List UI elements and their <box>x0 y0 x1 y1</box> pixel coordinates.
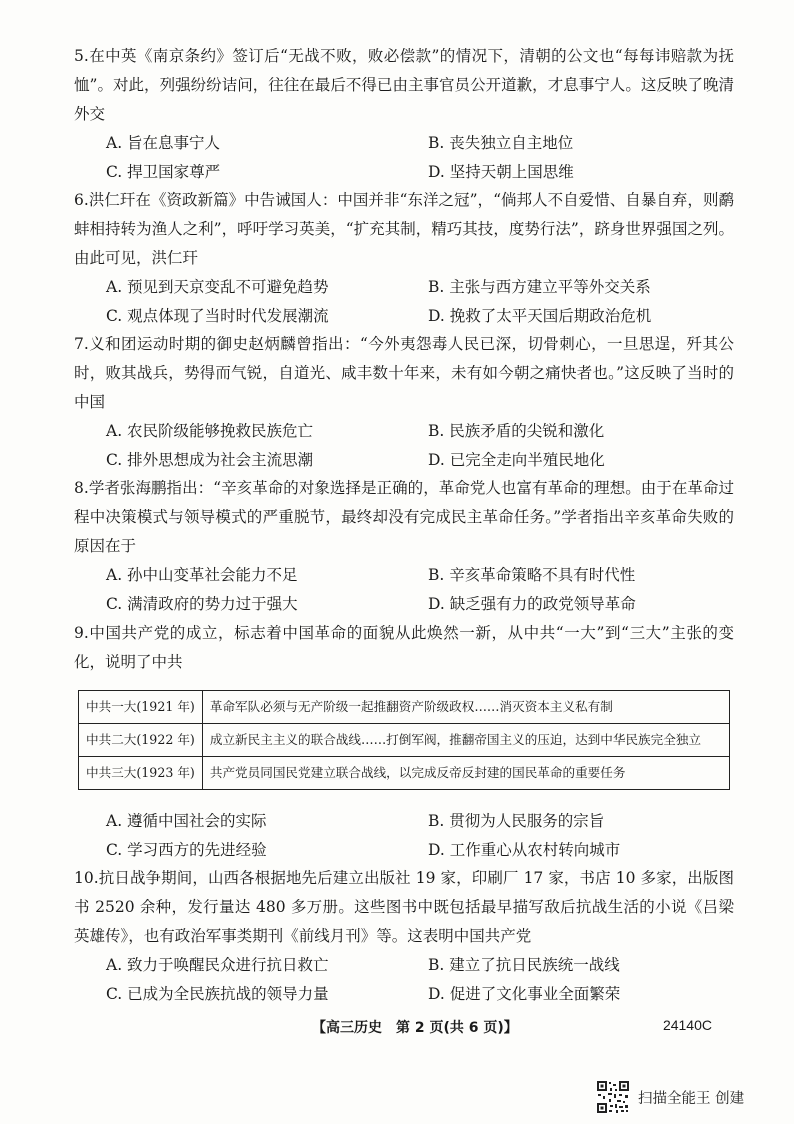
question-stem: 5.在中英《南京条约》签订后“无战不败，败必偿款”的情况下，清朝的公文也“每每讳赔款为抚恤”。对此，列强纷纷诘问，往往在最后不得已由主事官员公开道歉，才息事宁人。这反映了晚清外交 <box>74 47 734 123</box>
question-9 <box>74 619 734 677</box>
option-list <box>74 951 734 1008</box>
option-a[interactable]: A. 遵循中国社会的实际 <box>106 812 267 830</box>
content-cell: 革命军队必须与无产阶级一起推翻资产阶级政权……消灭资本主义私有制 <box>202 691 729 724</box>
option-b[interactable]: B. 主张与西方建立平等外交关系 <box>428 278 651 296</box>
question-7 <box>74 330 734 474</box>
question-10 <box>74 864 734 1008</box>
question-5 <box>74 42 734 186</box>
question-stem: 7.义和团运动时期的御史赵炳麟曾指出：“今外夷怨毒人民已深，切骨刺心，一旦思逞，歼其公时，败其战兵，势得而气锐，自道光、咸丰数十年来，未有如今朝之痛快者也。”这反映了当时的中国 <box>74 335 734 411</box>
question-6 <box>74 186 734 330</box>
page-footer <box>0 1017 794 1047</box>
option-d[interactable]: D. 坚持天朝上国思维 <box>428 162 574 181</box>
option-list <box>74 129 734 186</box>
question-9-options <box>74 807 734 864</box>
qr-code-icon <box>596 1080 630 1114</box>
option-c[interactable]: C. 捍卫国家尊严 <box>106 162 221 181</box>
option-d[interactable]: D. 挽救了太平天国后期政治危机 <box>428 306 652 325</box>
option-d[interactable]: D. 缺乏强有力的政党领导革命 <box>428 594 636 613</box>
meeting-cell: 中共一大(1921 年) <box>79 691 203 724</box>
question-stem: 6.洪仁玕在《资政新篇》中告诫国人：中国并非“东洋之冠”，“倘邦人不自爱惜、自暴自弃，则鹬蚌相持转为渔人之利”，呼吁学习英美，“扩充其制，精巧其技，度势行法”，跻身世界强国之列。由此可见，洪仁玕 <box>74 191 734 267</box>
option-a[interactable]: A. 旨在息事宁人 <box>106 134 221 152</box>
content-cell: 共产党员同国民党建立联合战线，以完成反帝反封建的国民革命的重要任务 <box>202 757 729 790</box>
question-stem: 8.学者张海鹏指出：“辛亥革命的对象选择是正确的，革命党人也富有革命的理想。由于在革命过程中决策模式与领导模式的严重脱节，最终却没有完成民主革命任务。”学者指出辛亥革命失败的原因在于 <box>74 479 734 555</box>
table-row <box>79 724 730 757</box>
meeting-cell: 中共三大(1923 年) <box>79 757 203 790</box>
option-d[interactable]: D. 已完全走向半殖民地化 <box>428 450 605 469</box>
option-d[interactable]: D. 促进了文化事业全面繁荣 <box>428 984 621 1003</box>
option-c[interactable]: C. 学习西方的先进经验 <box>106 840 267 859</box>
question-stem: 9.中国共产党的成立，标志着中国革命的面貌从此焕然一新，从中共“一大”到“三大”主张的变化，说明了中共 <box>74 624 734 671</box>
option-a[interactable]: A. 孙中山变革社会能力不足 <box>106 566 298 584</box>
cpc-congress-table <box>78 690 730 790</box>
meeting-cell: 中共二大(1922 年) <box>79 724 203 757</box>
option-list <box>74 807 734 864</box>
exam-code: 24140C <box>662 1017 712 1033</box>
content-cell: 成立新民主主义的联合战线……打倒军阀，推翻帝国主义的压迫，达到中华民族完全独立 <box>202 724 729 757</box>
option-a[interactable]: A. 预见到天京变乱不可避免趋势 <box>106 278 329 296</box>
option-list <box>74 561 734 618</box>
option-b[interactable]: B. 辛亥革命策略不具有时代性 <box>428 566 636 584</box>
option-a[interactable]: A. 农民阶级能够挽救民族危亡 <box>106 422 314 440</box>
option-c[interactable]: C. 满清政府的势力过于强大 <box>106 594 298 613</box>
option-d[interactable]: D. 工作重心从农村转向城市 <box>428 840 621 859</box>
option-b[interactable]: B. 贯彻为人民服务的宗旨 <box>428 812 605 830</box>
option-b[interactable]: B. 民族矛盾的尖锐和激化 <box>428 422 605 440</box>
option-c[interactable]: C. 观点体现了当时时代发展潮流 <box>106 306 329 325</box>
option-list <box>74 417 734 474</box>
option-b[interactable]: B. 建立了抗日民族统一战线 <box>428 956 620 974</box>
page-number-label: 【高三历史 第 2 页(共 6 页)】 <box>312 1020 518 1036</box>
table-row <box>79 691 730 724</box>
option-b[interactable]: B. 丧失独立自主地位 <box>428 134 574 152</box>
question-stem: 10.抗日战争期间，山西各根据地先后建立出版社 19 家，印刷厂 17 家，书店 10 多家，出版图书 2520 余种，发行量达 480 多万册。这些图书中既包括最早描写敌后抗战生活的小说《吕梁英雄传》，也有政治军事类期刊《前线月刊》等。这表明中国共产党 <box>74 869 734 945</box>
option-a[interactable]: A. 致力于唤醒民众进行抗日救亡 <box>106 956 329 974</box>
table-row <box>79 757 730 790</box>
option-list <box>74 273 734 330</box>
question-8 <box>74 474 734 618</box>
scanner-watermark-text: 扫描全能王 创建 <box>638 1091 745 1107</box>
option-c[interactable]: C. 排外思想成为社会主流思潮 <box>106 450 314 469</box>
option-c[interactable]: C. 已成为全民族抗战的领导力量 <box>106 984 329 1003</box>
